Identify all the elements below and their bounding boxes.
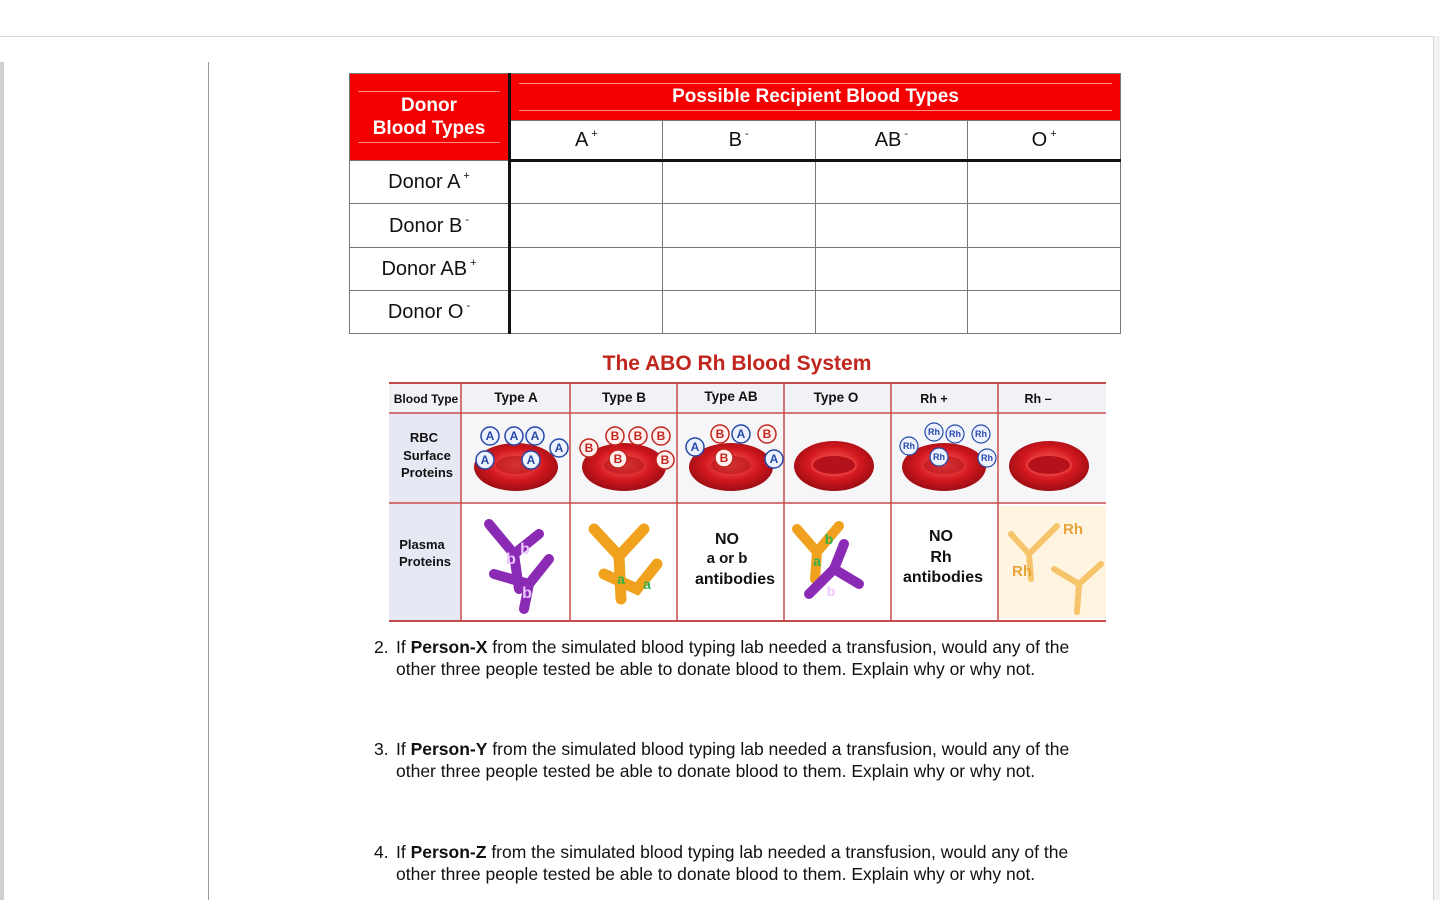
- blood-compatibility-table: [349, 73, 1121, 334]
- svg-text:A: A: [769, 452, 779, 466]
- table-row: [350, 161, 1121, 204]
- svg-text:A: A: [736, 427, 746, 441]
- svg-text:Rh: Rh: [928, 427, 940, 437]
- svg-text:Rh: Rh: [1063, 521, 1083, 538]
- answer-cell[interactable]: [662, 290, 815, 333]
- svg-text:b: b: [506, 551, 516, 568]
- donor-row-label: Donor AB +: [350, 247, 510, 290]
- svg-text:NO: NO: [929, 528, 953, 545]
- answer-cell[interactable]: [662, 161, 815, 204]
- svg-text:a or b: a or b: [706, 550, 748, 567]
- svg-text:Rh: Rh: [949, 429, 961, 439]
- viewer-left-edge: [0, 62, 4, 900]
- person-name: Person-X: [410, 637, 488, 657]
- answer-cell[interactable]: [968, 290, 1121, 333]
- answer-cell[interactable]: [510, 290, 663, 333]
- svg-text:Rh: Rh: [1012, 563, 1032, 580]
- svg-text:B: B: [715, 427, 725, 441]
- vertical-scrollbar[interactable]: [1433, 36, 1440, 900]
- svg-text:Rh: Rh: [903, 441, 915, 451]
- answer-cell[interactable]: [968, 204, 1121, 247]
- svg-text:b: b: [522, 585, 532, 602]
- header-type-o: Type O: [813, 390, 859, 405]
- answer-cell[interactable]: [968, 161, 1121, 204]
- figure-title: The ABO Rh Blood System: [602, 352, 872, 375]
- svg-text:NO: NO: [715, 531, 739, 548]
- svg-text:B: B: [613, 452, 623, 466]
- svg-text:A: A: [485, 429, 495, 443]
- svg-text:a: a: [617, 571, 625, 587]
- svg-text:A: A: [480, 453, 490, 467]
- svg-text:B: B: [660, 453, 670, 467]
- figure-grid: [389, 382, 1106, 622]
- row-label-plasma-1: Plasma: [399, 537, 445, 552]
- row-label-rbc-1: RBC: [409, 430, 439, 445]
- header-rh-pos: Rh +: [920, 392, 948, 406]
- svg-text:B: B: [633, 429, 643, 443]
- page-left-border: [208, 62, 209, 900]
- svg-text:A: A: [554, 441, 564, 455]
- blood-type-label-column: [389, 384, 461, 620]
- answer-cell[interactable]: [815, 247, 968, 290]
- table-row: [350, 247, 1121, 290]
- svg-text:A: A: [530, 429, 540, 443]
- svg-text:b: b: [824, 531, 834, 547]
- svg-text:Rh: Rh: [975, 429, 987, 439]
- answer-cell[interactable]: [510, 247, 663, 290]
- abo-rh-figure: [384, 346, 1110, 621]
- answer-cell[interactable]: [815, 204, 968, 247]
- svg-text:antibodies: antibodies: [902, 569, 984, 586]
- person-name: Person-Y: [410, 739, 488, 759]
- header-blood-type: Blood Type: [393, 392, 459, 406]
- header-type-b: Type B: [601, 390, 647, 405]
- question-line-1: If Person-Z from the simulated blood typing lab needed a transfusion, would any of the: [396, 842, 1069, 862]
- question-number: 3.: [374, 739, 389, 759]
- viewer-top-bar: [0, 0, 1440, 37]
- donor-row-label: Donor O -: [350, 290, 510, 333]
- question-3: [374, 738, 1134, 782]
- svg-text:B: B: [719, 451, 729, 465]
- svg-text:B: B: [584, 441, 594, 455]
- question-line-2: other three people tested be able to donate blood to them. Explain why or why not.: [396, 761, 1036, 781]
- type-ab-plasma-text: [695, 531, 775, 588]
- row-label-plasma-2: Proteins: [398, 554, 452, 569]
- question-4: [374, 841, 1134, 885]
- donor-header-line2: Blood Types: [372, 118, 486, 140]
- rh-pos-plasma-text: [903, 528, 983, 586]
- table-row: [350, 204, 1121, 247]
- answer-cell[interactable]: [662, 247, 815, 290]
- question-2: [374, 636, 1134, 680]
- row-label-rbc-3: Proteins: [400, 465, 454, 480]
- anti-b-antibodies-type-a: [489, 524, 549, 609]
- svg-text:a: a: [813, 553, 821, 569]
- question-line-2: other three people tested be able to donate blood to them. Explain why or why not.: [396, 659, 1036, 679]
- question-line-1: If Person-X from the simulated blood typing lab needed a transfusion, would any of the: [396, 637, 1070, 657]
- svg-text:Rh: Rh: [933, 452, 945, 462]
- row-label-rbc-2: Surface: [403, 448, 451, 463]
- answer-cell[interactable]: [968, 247, 1121, 290]
- answer-cell[interactable]: [662, 204, 815, 247]
- header-type-a: Type A: [494, 390, 538, 405]
- svg-text:b: b: [826, 583, 836, 599]
- header-type-ab: Type AB: [704, 389, 758, 404]
- answer-cell[interactable]: [510, 161, 663, 204]
- recipient-col-o-pos: O +: [968, 121, 1121, 161]
- figure-drawing: [389, 384, 1106, 620]
- question-number: 2.: [374, 637, 389, 657]
- recipient-col-a-pos: A +: [510, 121, 663, 161]
- answer-cell[interactable]: [815, 161, 968, 204]
- recipient-col-b-neg: B -: [662, 121, 815, 161]
- rbc-rh-neg-dimple: [1027, 455, 1071, 475]
- donor-row-label: Donor A +: [350, 161, 510, 204]
- svg-text:A: A: [690, 440, 700, 454]
- recipient-col-ab-neg: AB -: [815, 121, 968, 161]
- table-row: [350, 290, 1121, 333]
- svg-text:B: B: [610, 429, 620, 443]
- svg-text:B: B: [656, 429, 666, 443]
- question-line-1: If Person-Y from the simulated blood typing lab needed a transfusion, would any of the: [396, 739, 1070, 759]
- svg-text:b: b: [520, 541, 530, 558]
- question-number: 4.: [374, 842, 389, 862]
- person-name: Person-Z: [410, 842, 487, 862]
- svg-text:Rh: Rh: [930, 549, 952, 566]
- donor-row-label: Donor B -: [350, 204, 510, 247]
- svg-text:B: B: [762, 427, 772, 441]
- answer-cell[interactable]: [510, 204, 663, 247]
- svg-text:Rh: Rh: [981, 453, 993, 463]
- svg-text:A: A: [526, 453, 536, 467]
- header-rh-neg: Rh –: [1024, 392, 1052, 406]
- svg-text:a: a: [643, 576, 651, 592]
- svg-text:antibodies: antibodies: [694, 571, 776, 588]
- rbc-type-o-dimple: [812, 455, 856, 475]
- recipient-blood-types-header: Possible Recipient Blood Types: [510, 74, 1121, 121]
- donor-blood-types-header: [350, 74, 510, 161]
- donor-header-line1: Donor: [401, 95, 457, 117]
- question-line-2: other three people tested be able to donate blood to them. Explain why or why not.: [396, 864, 1036, 884]
- svg-text:A: A: [509, 429, 519, 443]
- answer-cell[interactable]: [815, 290, 968, 333]
- rh-neg-plasma-bg: [999, 506, 1106, 618]
